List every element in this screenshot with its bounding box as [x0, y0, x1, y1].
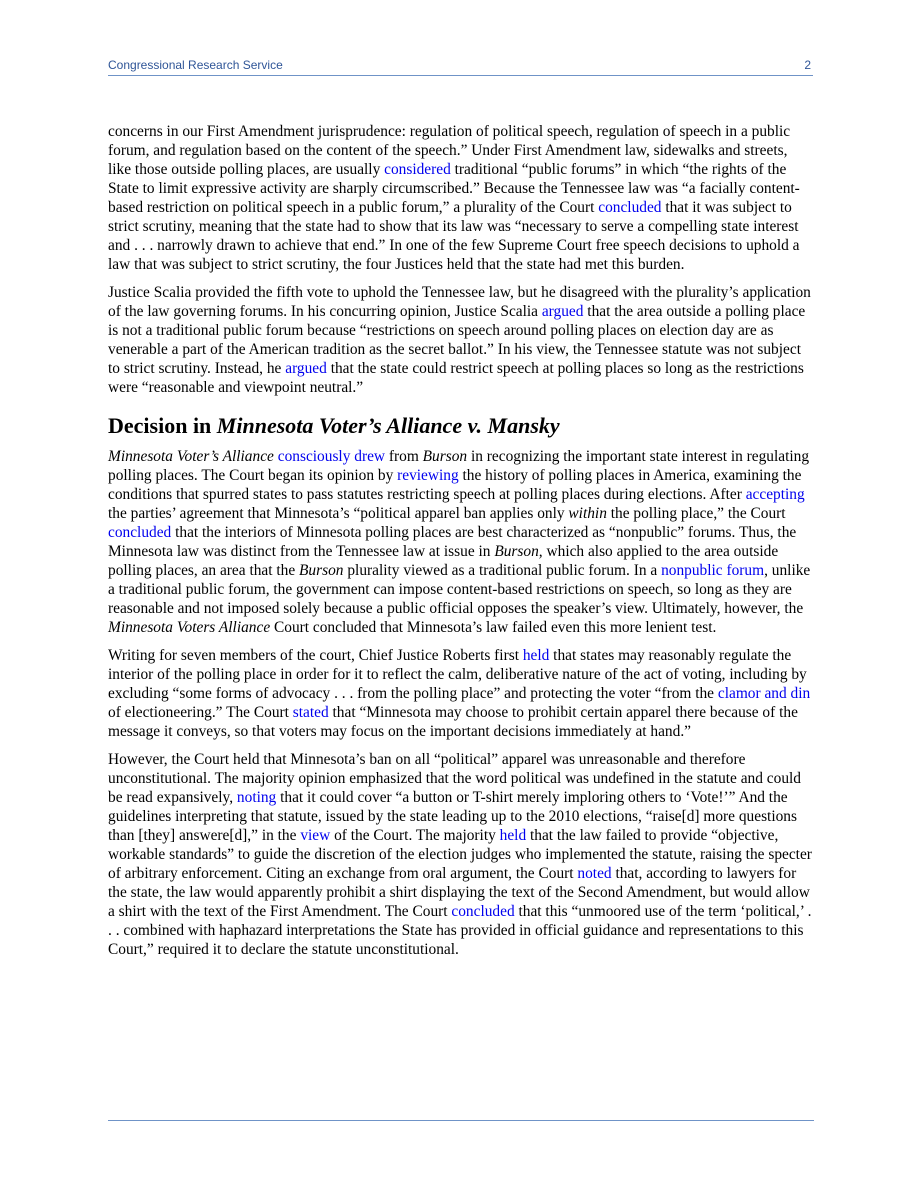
link-clamor-and-din[interactable]: clamor and din [717, 685, 811, 702]
text: that the state could restrict speech at polling places so long as the restrictions were “reasonable and viewpoint neutral.” [108, 360, 804, 396]
text: the parties’ agreement that Minnesota’s “political apparel ban applies only [108, 505, 569, 522]
paragraph-burson-plurality [108, 122, 814, 274]
text: Court concluded that Minnesota’s law failed even this more lenient test. [270, 619, 717, 636]
heading-case-name: Minnesota Voter’s Alliance v. Mansky [216, 413, 560, 438]
link-argued[interactable]: argued [541, 303, 584, 320]
text: that the area outside a polling place is not a traditional public forum because “restrictions on speech around polling places on election day are as venerable a part of the American tradition as the secret ballot.” In his view, the Tennessee statute was not subject to strict scrutiny. Instead, he [108, 303, 806, 377]
emphasis: within [568, 505, 607, 522]
text: of electioneering.” The Court [108, 704, 293, 721]
footer-divider [108, 1120, 814, 1121]
header-organization: Congressional Research Service [108, 58, 283, 72]
case-name: Burson, [494, 543, 543, 560]
link-considered[interactable]: considered [384, 161, 451, 178]
text: Writing for seven members of the court, Chief Justice Roberts first [108, 647, 523, 664]
document-body [108, 122, 814, 968]
case-name: Burson [299, 562, 344, 579]
link-concluded[interactable]: concluded [451, 903, 515, 920]
text: in recognizing the important state interest in regulating polling places. The Court began its opinion by [108, 448, 810, 484]
case-name: Burson [422, 448, 468, 465]
text: of the Court. The majority [330, 827, 500, 844]
heading-prefix: Decision in [108, 413, 217, 438]
paragraph-apparel-ban-holding [108, 750, 814, 959]
text: the history of polling places in America, examining the conditions that spurred states to pass statutes restricting speech at polling places during elections. After [108, 467, 802, 503]
link-accepting[interactable]: accepting [745, 486, 805, 503]
link-argued[interactable]: argued [285, 360, 327, 377]
text: the polling place,” the Court [606, 505, 786, 522]
paragraph-scalia-concurrence [108, 283, 814, 397]
link-held[interactable]: held [522, 647, 550, 664]
text: that the interiors of Minnesota polling places are best characterized as “nonpublic” forums. Thus, the Minnesota law was distinct from the Tennessee law at issue in [108, 524, 797, 560]
text: that “Minnesota may choose to prohibit certain apparel there because of the message it conveys, so that voters may focus on the important decisions immediately at hand.” [108, 704, 798, 740]
text: Justice Scalia provided the fifth vote to uphold the Tennessee law, but he disagreed with the plurality’s application of the law governing forums. In his concurring opinion, Justice Scalia [108, 284, 811, 320]
link-nonpublic-forum[interactable]: nonpublic forum [661, 562, 765, 579]
link-concluded[interactable]: concluded [598, 199, 662, 216]
link-stated[interactable]: stated [292, 704, 329, 721]
page-number: 2 [804, 58, 811, 72]
link-reviewing[interactable]: reviewing [397, 467, 459, 484]
link-noting[interactable]: noting [236, 789, 277, 806]
text: that the law failed to provide “objective, workable standards” to guide the discretion of the election judges who implemented the statute, raising the specter of arbitrary enforcement. Citing an exchange from oral argument, the Court [108, 827, 812, 882]
paragraph-roberts-majority [108, 646, 814, 741]
link-view[interactable]: view [300, 827, 331, 844]
link-concluded[interactable]: concluded [108, 524, 172, 541]
text: which also applied to the area outside polling places, an area that the [108, 543, 779, 579]
text: that it could cover “a button or T-shirt merely imploring others to ‘Vote!’” And the guidelines interpreting that statute, issued by the state leading up to the 2010 elections, “raise[d] more questions than [they] answere[d],” in the [108, 789, 797, 844]
text: that, according to lawyers for the state, the law would apparently prohibit a shirt displaying the text of the Second Amendment, but would allow a shirt with the text of the First Amendment. The Court [108, 865, 810, 920]
text: from [385, 448, 423, 465]
page-header [108, 57, 813, 76]
link-consciously-drew[interactable]: consciously drew [277, 448, 386, 465]
case-name: Minnesota Voters Alliance [108, 619, 271, 636]
link-noted[interactable]: noted [577, 865, 612, 882]
text: that this “unmoored use of the term ‘political,’ . . . combined with haphazard interpretations the State has provided in official guidance and representations to this Court,” required it to declare the statute unconstitutional. [108, 903, 812, 958]
text: plurality viewed as a traditional public forum. In a [343, 562, 662, 579]
text: that states may reasonably regulate the interior of the polling place in order for it to reflect the calm, deliberative nature of the act of voting, including by excluding “some forms of advocacy . . . from the polling place” and protecting the voter “from the [108, 647, 807, 702]
text: that it was subject to strict scrutiny, meaning that the state had to show that its law was “necessary to serve a compelling state interest and . . . narrowly drawn to achieve that end.” In one of the few Supreme Court free speech decisions to uphold a law that was subject to strict scrutiny, the four Justices held that the state had met this burden. [108, 199, 800, 273]
paragraph-decision-overview [108, 447, 814, 637]
text: , unlike a traditional public forum, the government can impose content-based restrictions on speech, so long as they are reasonable and not imposed solely because a public official opposes the speaker’s view. Ultimately, however, the [108, 562, 811, 617]
text: concerns in our First Amendment jurisprudence: regulation of political speech, regulation of speech in a public forum, and regulation based on the content of the speech.” Under First Amendment law, sidewalks and streets, like those outside polling places, are usually [108, 123, 791, 178]
section-heading [108, 413, 814, 439]
text: However, the Court held that Minnesota’s ban on all “political” apparel was unreasonable and therefore unconstitutional. The majority opinion emphasized that the word political was undefined in the statute and could be read expansively, [108, 751, 801, 806]
link-held[interactable]: held [499, 827, 527, 844]
text: traditional “public forums” in which “the rights of the State to limit expressive activity are sharply circumscribed.” Because the Tennessee law was “a facially content-based restriction on political speech in a public forum,” a plurality of the Court [108, 161, 800, 216]
case-name: Minnesota Voter’s Alliance [108, 448, 274, 465]
